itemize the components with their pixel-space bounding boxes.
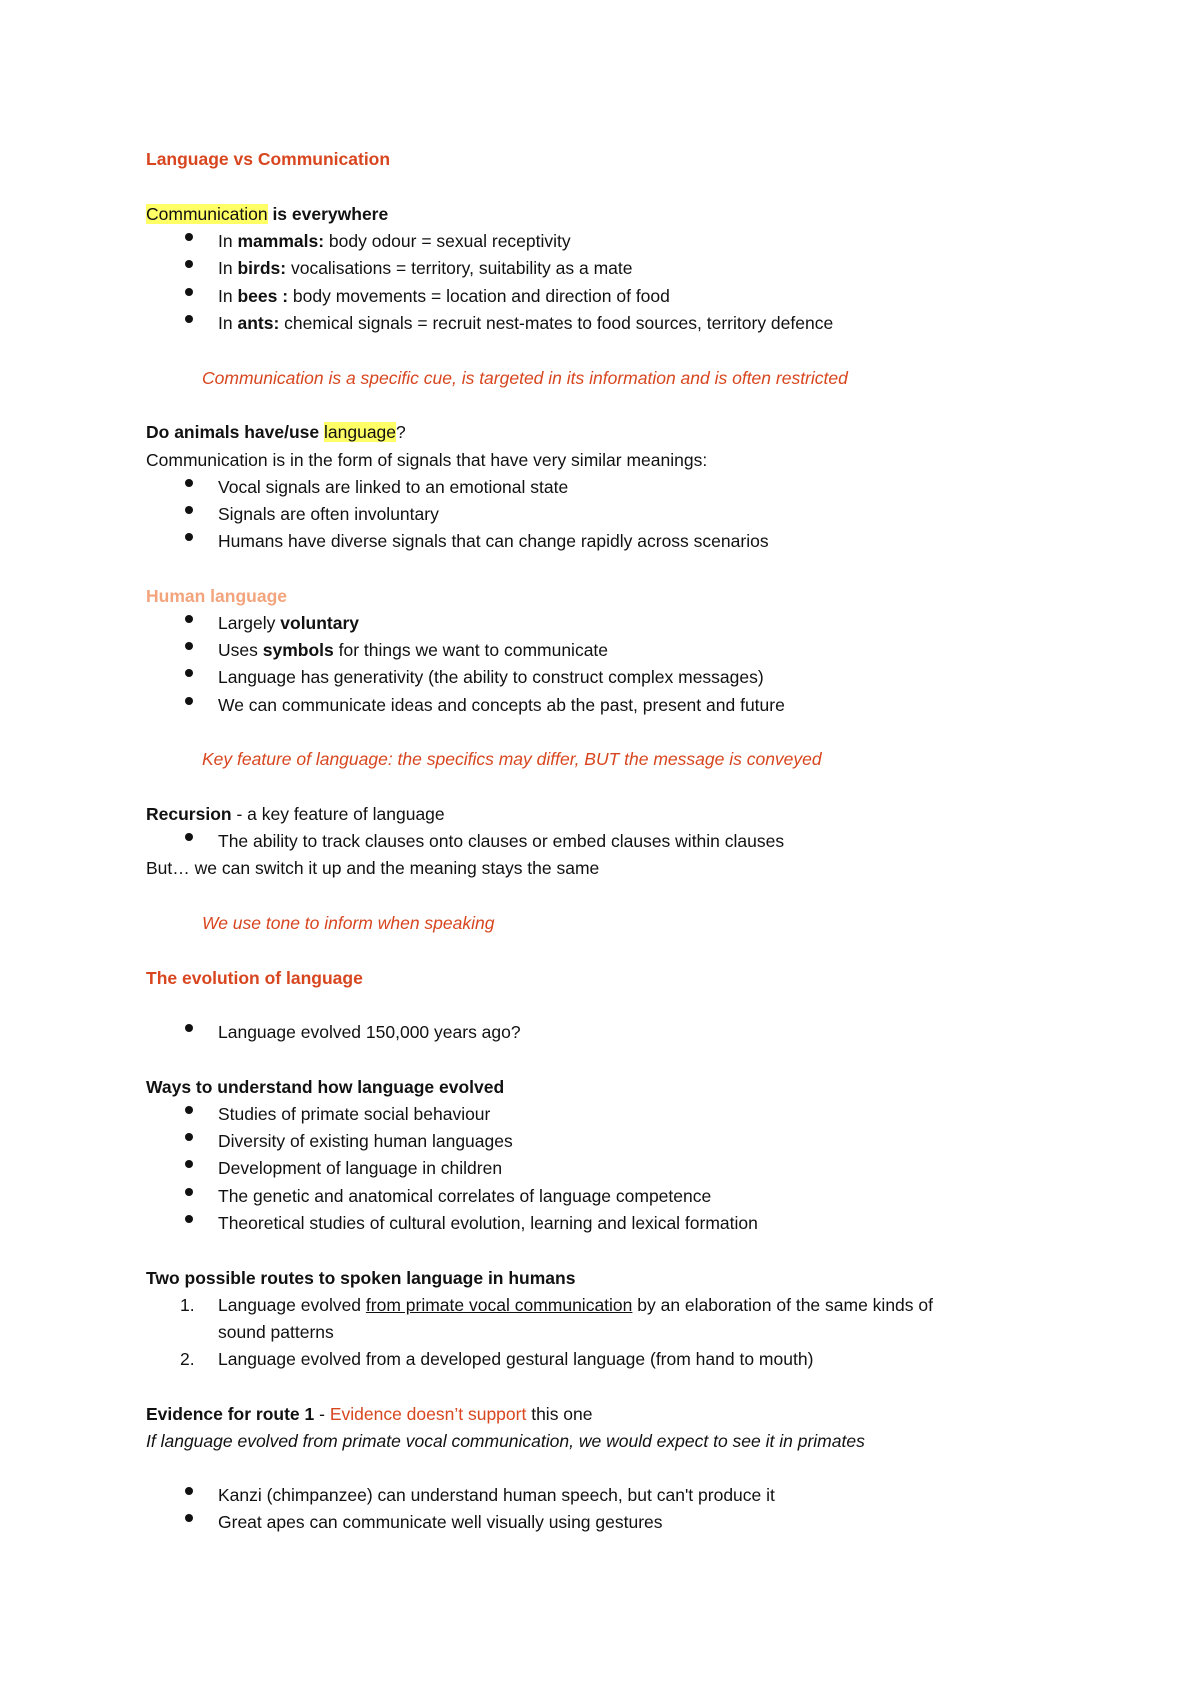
list-item: We can communicate ideas and concepts ab the past, present and future <box>218 695 785 715</box>
s8-italic: If language evolved from primate vocal communication, we would expect to see it in primates <box>146 1431 865 1451</box>
bullet-icon <box>185 1106 193 1114</box>
bullet-icon <box>185 288 193 296</box>
s6-heading: Ways to understand how language evolved <box>146 1077 505 1097</box>
bullet-icon <box>185 697 193 705</box>
bullet-icon <box>185 506 193 514</box>
bullet-icon <box>185 1514 193 1522</box>
list-number: 1. <box>180 1295 195 1315</box>
list-item: Language has generativity (the ability to construct complex messages) <box>218 667 764 687</box>
bullet-icon <box>185 260 193 268</box>
s1-heading <box>146 201 388 228</box>
bullet-icon <box>185 1487 193 1495</box>
list-item: Uses symbols for things we want to communicate <box>218 640 609 660</box>
s1-heading-rest: is everywhere <box>267 204 389 224</box>
s5-heading: The evolution of language <box>146 968 363 988</box>
bullet-icon <box>185 1024 193 1032</box>
page-title: Language vs Communication <box>146 149 391 169</box>
list-item: The genetic and anatomical correlates of language competence <box>218 1186 712 1206</box>
bullet-icon <box>185 1160 193 1168</box>
list-item: Kanzi (chimpanzee) can understand human speech, but can't produce it <box>218 1485 775 1505</box>
bullet-icon <box>185 669 193 677</box>
bullet-icon <box>185 533 193 541</box>
bullet-icon <box>185 315 193 323</box>
s3-heading: Human language <box>146 586 287 606</box>
list-item: Language evolved from a developed gestural language (from hand to mouth) <box>218 1349 814 1369</box>
s3-note: Key feature of language: the specifics may differ, BUT the message is conveyed <box>202 749 822 769</box>
list-item: Diversity of existing human languages <box>218 1131 513 1151</box>
list-item: Language evolved from primate vocal communication by an elaboration of the same kinds of <box>218 1295 933 1315</box>
list-item: Vocal signals are linked to an emotional state <box>218 477 569 497</box>
s7-heading: Two possible routes to spoken language in humans <box>146 1268 576 1288</box>
list-item: In ants: chemical signals = recruit nest-mates to food sources, territory defence <box>218 313 834 333</box>
list-number: 2. <box>180 1349 195 1369</box>
list-item: Development of language in children <box>218 1158 503 1178</box>
bullet-icon <box>185 1188 193 1196</box>
list-item-continuation: sound patterns <box>218 1322 334 1342</box>
list-item: Largely voluntary <box>218 613 360 633</box>
bullet-icon <box>185 833 193 841</box>
list-item: In birds: vocalisations = territory, suitability as a mate <box>218 258 633 278</box>
list-item: In mammals: body odour = sexual receptivity <box>218 231 571 251</box>
bullet-icon <box>185 233 193 241</box>
s1-note: Communication is a specific cue, is targeted in its information and is often restricted <box>202 368 848 388</box>
list-item: Theoretical studies of cultural evolution, learning and lexical formation <box>218 1213 758 1233</box>
bullet-icon <box>185 1215 193 1223</box>
list-item: Language evolved 150,000 years ago? <box>218 1022 521 1042</box>
list-item: Great apes can communicate well visually using gestures <box>218 1512 663 1532</box>
s4-note: We use tone to inform when speaking <box>202 913 495 933</box>
s8-heading: Evidence for route 1 - Evidence doesn’t support this one <box>146 1404 593 1424</box>
list-item: Signals are often involuntary <box>218 504 439 524</box>
bullet-icon <box>185 642 193 650</box>
list-item: Studies of primate social behaviour <box>218 1104 491 1124</box>
list-item: In bees : body movements = location and direction of food <box>218 286 670 306</box>
s1-highlight: Communication <box>146 204 268 224</box>
list-item: The ability to track clauses onto clauses or embed clauses within clauses <box>218 831 785 851</box>
bullet-icon <box>185 615 193 623</box>
bullet-icon <box>185 479 193 487</box>
s2-heading: Do animals have/use language? <box>146 422 406 442</box>
s2-intro: Communication is in the form of signals that have very similar meanings: <box>146 450 708 470</box>
bullet-icon <box>185 1133 193 1141</box>
s4-after: But… we can switch it up and the meaning stays the same <box>146 858 600 878</box>
s4-heading: Recursion - a key feature of language <box>146 804 445 824</box>
list-item: Humans have diverse signals that can change rapidly across scenarios <box>218 531 769 551</box>
